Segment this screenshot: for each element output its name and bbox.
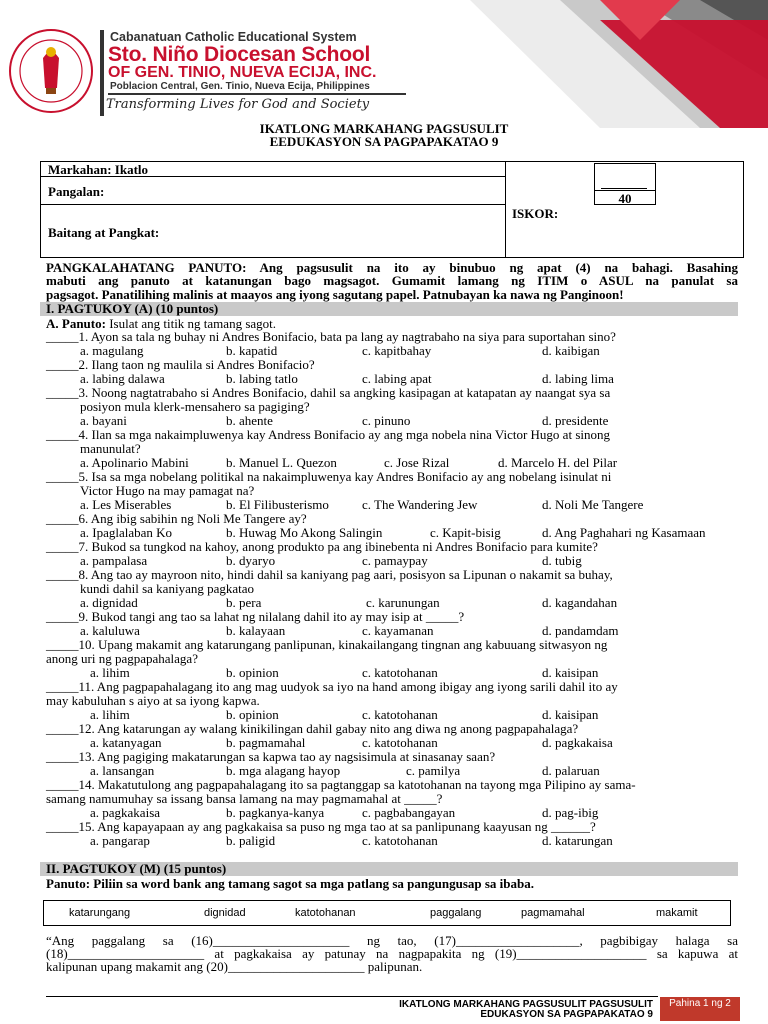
question-text-cont: kundi dahil sa kaniyang pagkatao bbox=[80, 581, 255, 596]
question-text: _____9. Bukod tangi ang tao sa lahat ng nilalang dahil ito ay may isip at _____? bbox=[46, 609, 465, 624]
choice[interactable]: c. katotohanan bbox=[362, 707, 438, 722]
choice[interactable]: d. labing lima bbox=[542, 371, 614, 386]
question-text: _____8. Ang tao ay mayroon nito, hindi dahil sa kaniyang pag aari, posisyon sa Lipunan o nakamit sa buhay, bbox=[46, 567, 613, 582]
school-system: Cabanatuan Catholic Educational System bbox=[110, 30, 357, 44]
choice[interactable]: c. katotohanan bbox=[362, 833, 438, 848]
iskor-label: ISKOR: bbox=[512, 206, 559, 221]
choice[interactable]: a. magulang bbox=[80, 343, 144, 358]
choice[interactable]: b. pagkanya-kanya bbox=[226, 805, 325, 820]
general-directions-line: mabuti ang panuto at katanungan bago magsagot. Gumamit lamang ng ITIM o ASUL na panulat sa bbox=[46, 273, 738, 288]
question-text: _____13. Ang pagiging makatarungan sa kapwa tao ay nagsisimula at sinasanay saan? bbox=[46, 749, 496, 764]
choice[interactable]: d. presidente bbox=[542, 413, 609, 428]
choice[interactable]: b. opinion bbox=[226, 665, 279, 680]
info-row-divider bbox=[40, 204, 506, 205]
section-heading-part2: II. PAGTUKOY (M) (15 puntos) bbox=[40, 862, 738, 876]
choice[interactable]: a. labing dalawa bbox=[80, 371, 165, 386]
choice[interactable]: b. mga alagang hayop bbox=[226, 763, 341, 778]
page-number: Pahina 1 ng 2 bbox=[669, 998, 731, 1009]
word-bank-box bbox=[43, 900, 731, 926]
choice[interactable]: d. Noli Me Tangere bbox=[542, 497, 644, 512]
choice[interactable]: c. katotohanan bbox=[362, 735, 438, 750]
question-text: _____14. Makatutulong ang pagpapahalagang ito sa pagtanggap sa katotohanan na tayong mga Pilipino ay sama- bbox=[46, 777, 636, 792]
general-directions-line: pagsagot. Panatilihing malinis at maayos ang iyong sagutang papel. Patnubayan ka nawa ng Panginoon! bbox=[46, 287, 624, 302]
footer-rule bbox=[46, 996, 658, 997]
school-tagline: Transforming Lives for God and Society bbox=[106, 97, 370, 112]
choice[interactable]: c. pamilya bbox=[406, 763, 461, 778]
choice[interactable]: c. karunungan bbox=[366, 595, 440, 610]
choice[interactable]: d. pagkakaisa bbox=[542, 735, 613, 750]
choice[interactable]: a. bayani bbox=[80, 413, 127, 428]
question-text-cont: Victor Hugo na may pamagat na? bbox=[80, 483, 255, 498]
choice[interactable]: b. Manuel L. Quezon bbox=[226, 455, 337, 470]
baitang-field[interactable]: Baitang at Pangkat: bbox=[48, 225, 160, 240]
school-name: Sto. Niño Diocesan School bbox=[108, 43, 371, 66]
choice[interactable]: a. lihim bbox=[90, 665, 130, 680]
header-underline bbox=[108, 93, 406, 95]
choice[interactable]: d. tubig bbox=[542, 553, 582, 568]
choice[interactable]: b. kalayaan bbox=[226, 623, 286, 638]
question-text: _____12. Ang katarungan ay walang kinikilingan dahil gabay nito ang diwa ng anong pagpapahalaga? bbox=[46, 721, 579, 736]
choice[interactable]: d. Ang Paghahari ng Kasamaan bbox=[542, 525, 706, 540]
choice[interactable]: a. pagkakaisa bbox=[90, 805, 161, 820]
choice[interactable]: a. pangarap bbox=[90, 833, 150, 848]
footer-exam-title: IKATLONG MARKAHANG PAGSUSULIT PAGSUSULIT bbox=[399, 999, 653, 1010]
choice[interactable]: b. kapatid bbox=[226, 343, 278, 358]
choice[interactable]: c. kapitbahay bbox=[362, 343, 432, 358]
choice[interactable]: b. El Filibusterismo bbox=[226, 497, 329, 512]
footer-subject: EDUKASYON SA PAGPAPAKATAO 9 bbox=[480, 1009, 653, 1020]
choice[interactable]: d. pandamdam bbox=[542, 623, 619, 638]
choice[interactable]: b. Huwag Mo Akong Salingin bbox=[226, 525, 383, 540]
word-bank-item: katarungang bbox=[69, 907, 131, 919]
pangalan-field[interactable]: Pangalan: bbox=[48, 184, 105, 199]
choice[interactable]: d. kagandahan bbox=[542, 595, 618, 610]
choice[interactable]: a. lansangan bbox=[90, 763, 155, 778]
question-text: _____4. Ilan sa mga nakaimpluwenya kay Andress Bonifacio ay ang mga nobela nina Victor Hugo at sinong bbox=[46, 427, 610, 442]
choice[interactable]: b. pagmamahal bbox=[226, 735, 306, 750]
choice[interactable]: c. kayamanan bbox=[362, 623, 434, 638]
question-text-cont: manunulat? bbox=[80, 441, 141, 456]
word-bank-item: pagmamahal bbox=[521, 907, 585, 919]
choice[interactable]: d. kaisipan bbox=[542, 707, 599, 722]
word-bank-item: makamit bbox=[656, 907, 698, 919]
exam-title: IKATLONG MARKAHANG PAGSUSULIT bbox=[259, 121, 509, 136]
question-text-cont: may kabuluhan s aiyo at sa iyong kapwa. bbox=[46, 693, 260, 708]
question-text: _____1. Ayon sa tala ng buhay ni Andres Bonifacio, bata pa lang ay nagtrabaho na siya para suportahan sino? bbox=[46, 329, 616, 344]
question-text: _____6. Ang ibig sabihin ng Noli Me Tangere ay? bbox=[46, 511, 307, 526]
question-text: _____3. Noong nagtatrabaho si Andres Bonifacio, dahil sa angking kasipagan at katapatan ay naangat sya sa bbox=[46, 385, 611, 400]
choice[interactable]: a. Ipaglalaban Ko bbox=[80, 525, 173, 540]
choice[interactable]: d. pag-ibig bbox=[542, 805, 599, 820]
choice[interactable]: c. pagbabangayan bbox=[362, 805, 456, 820]
header-divider bbox=[100, 30, 104, 116]
choice[interactable]: a. kaluluwa bbox=[80, 623, 140, 638]
word-bank-item: paggalang bbox=[430, 907, 482, 919]
choice[interactable]: b. labing tatlo bbox=[226, 371, 298, 386]
word-bank-item: katotohanan bbox=[295, 907, 356, 919]
question-text: _____7. Bukod sa tungkod na kahoy, anong produkto pa ang ibinebenta ni Andres Bonifacio para kumite? bbox=[46, 539, 598, 554]
choice[interactable]: b. pera bbox=[226, 595, 262, 610]
choice[interactable]: c. pamaypay bbox=[362, 553, 428, 568]
markahan-label: Markahan: Ikatlo bbox=[48, 162, 149, 177]
choice[interactable]: c. pinuno bbox=[362, 413, 411, 428]
choice[interactable]: b. opinion bbox=[226, 707, 279, 722]
choice[interactable]: a. pampalasa bbox=[80, 553, 148, 568]
choice[interactable]: c. Kapit-bisig bbox=[430, 525, 501, 540]
choice[interactable]: d. katarungan bbox=[542, 833, 613, 848]
choice[interactable]: c. The Wandering Jew bbox=[362, 497, 478, 512]
word-bank-item: dignidad bbox=[204, 907, 246, 919]
part2-directions: Panuto: Piliin sa word bank ang tamang sagot sa mga patlang sa pangungusap sa ibaba. bbox=[46, 876, 534, 891]
score-total: 40 bbox=[618, 191, 632, 206]
choice[interactable]: d. palaruan bbox=[542, 763, 600, 778]
choice[interactable]: c. labing apat bbox=[362, 371, 432, 386]
school-location: OF GEN. TINIO, NUEVA ECIJA, INC. bbox=[108, 64, 377, 81]
choice[interactable]: d. kaibigan bbox=[542, 343, 600, 358]
section-heading-part1: I. PAGTUKOY (A) (10 puntos) bbox=[40, 302, 738, 316]
choice[interactable]: a. lihim bbox=[90, 707, 130, 722]
choice[interactable]: a. Apolinario Mabini bbox=[80, 455, 189, 470]
general-directions-line: PANGKALAHATANG PANUTO: Ang pagsusulit na ito ay binubuo ng apat (4) na bahagi. Basahing bbox=[46, 260, 738, 275]
panuto-label: A. Panuto: bbox=[46, 316, 106, 331]
choice[interactable]: a. katanyagan bbox=[90, 735, 162, 750]
choice[interactable]: d. Marcelo H. del Pilar bbox=[498, 455, 618, 470]
question-text: _____5. Isa sa mga nobelang politikal na nakaimpluwenya kay Andres Bonifacio ay ang nobelang isinulat ni bbox=[46, 469, 612, 484]
question-text: _____11. Ang pagpapahalagang ito ang mag uudyok sa iyo na hand among ibigay ang iyong sarili dahil ito ay bbox=[46, 679, 618, 694]
school-address: Poblacion Central, Gen. Tinio, Nueva Ecija, Philippines bbox=[110, 81, 370, 92]
panuto-text: Isulat ang titik ng tamang sagot. bbox=[105, 316, 277, 331]
school-seal-logo bbox=[8, 28, 94, 114]
fill-in-paragraph-line[interactable]: kalipunan upang makamit ang (20)_____________________ palipunan. bbox=[46, 959, 423, 974]
fill-in-paragraph-line[interactable]: “Ang paggalang sa (16)_____________________ ng tao, (17)___________________, pagbibigay halaga sa bbox=[46, 933, 738, 948]
score-blank-line bbox=[601, 188, 647, 189]
choice[interactable]: a. Les Miserables bbox=[80, 497, 172, 512]
choice[interactable]: b. dyaryo bbox=[226, 553, 276, 568]
question-text-cont: anong uri ng pagpapahalaga? bbox=[46, 651, 198, 666]
question-text: _____10. Upang makamit ang katarungang panlipunan, kinakailangang tingnan ang kabuuang sitwasyon ng bbox=[46, 637, 608, 652]
exam-subject: EEDUKASYON SA PAGPAPAKATAO 9 bbox=[269, 134, 499, 149]
choice[interactable]: d. kaisipan bbox=[542, 665, 599, 680]
question-text-cont: posiyon mula klerk-mensahero sa pagiging? bbox=[80, 399, 310, 414]
choice[interactable]: c. katotohanan bbox=[362, 665, 438, 680]
choice[interactable]: b. paligid bbox=[226, 833, 276, 848]
fill-in-paragraph-line[interactable]: (18)_____________________ at pagkakaisa ay patunay na nagpapakita ng (19)____________________ sa kapuwa at bbox=[46, 946, 738, 961]
choice[interactable]: b. ahente bbox=[226, 413, 273, 428]
choice[interactable]: c. Jose Rizal bbox=[384, 455, 450, 470]
question-text-cont: samang namumuhay sa issang bansa lamang na may pagmamahal at _____? bbox=[46, 791, 443, 806]
question-text: _____15. Ang kapayapaan ay ang pagkakaisa sa puso ng mga tao at sa panlipunang kaayusan ng ______? bbox=[46, 819, 596, 834]
choice[interactable]: a. dignidad bbox=[80, 595, 138, 610]
question-text: _____2. Ilang taon ng maulila si Andres Bonifacio? bbox=[46, 357, 315, 372]
